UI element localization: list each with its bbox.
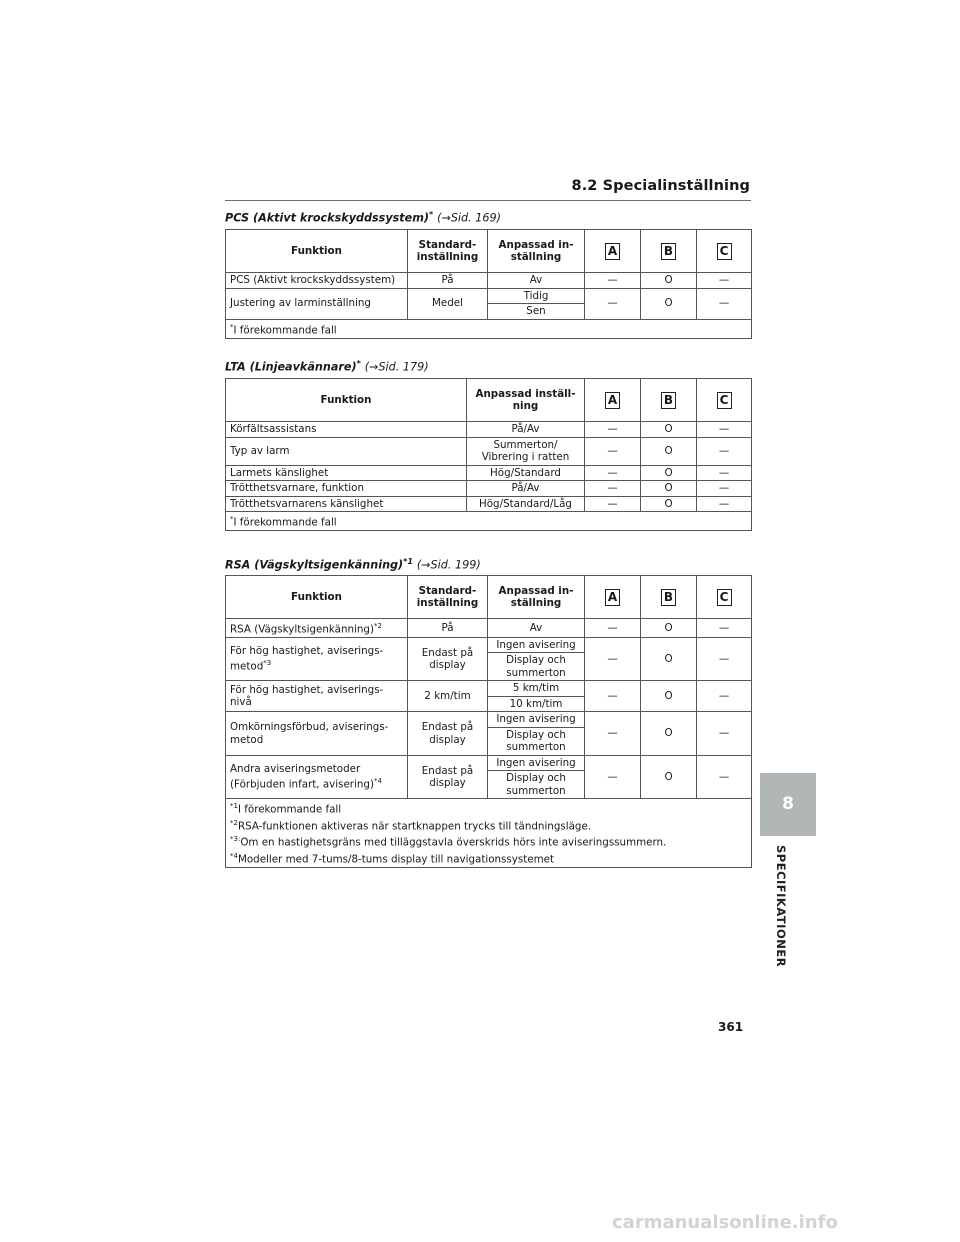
cell-sup: *4 xyxy=(373,777,382,786)
cell-a: — xyxy=(585,273,641,289)
rsa-header-a xyxy=(585,576,641,619)
pcs-page-ref[interactable]: (→Sid. 169) xyxy=(437,211,501,225)
cell-anpassad: 5 km/tim xyxy=(488,681,585,697)
footnote-text: I förekommande fall xyxy=(233,323,337,336)
footnote xyxy=(230,850,747,866)
cell-funktion: För hög hastighet, aviserings-nivå xyxy=(226,681,408,712)
cell-b: O xyxy=(641,681,697,712)
cell-funktion: Trötthetsvarnare, funktion xyxy=(226,481,467,497)
pcs-table xyxy=(225,229,752,339)
cell-a: — xyxy=(585,637,641,681)
lta-title-text: LTA (Linjeavkännare) xyxy=(225,360,357,374)
pcs-header-funktion: Funktion xyxy=(226,230,408,273)
cell-standard: Endast på display xyxy=(408,637,488,681)
cell-funktion-text: För hög hastighet, aviserings-metod xyxy=(230,644,384,673)
cell-c: — xyxy=(697,712,752,756)
cell-standard: Medel xyxy=(408,288,488,319)
cell-b: O xyxy=(641,712,697,756)
cell-a: — xyxy=(585,496,641,512)
table-row xyxy=(226,681,752,697)
lta-header-c xyxy=(697,379,752,422)
cell-c: — xyxy=(697,465,752,481)
pcs-title-sup: * xyxy=(429,210,434,219)
cell-c: — xyxy=(697,619,752,638)
rsa-header-b xyxy=(641,576,697,619)
table-row xyxy=(226,288,752,304)
rsa-title xyxy=(225,557,481,572)
pcs-header-a xyxy=(585,230,641,273)
cell-c: — xyxy=(697,637,752,681)
cell-c: — xyxy=(697,755,752,799)
cell-standard: Endast på display xyxy=(408,712,488,756)
cell-funktion: Typ av larm xyxy=(226,437,467,465)
cell-funktion: PCS (Aktivt krockskyddssystem) xyxy=(226,273,408,289)
letter-c-icon: C xyxy=(717,392,732,409)
footnote xyxy=(230,817,747,833)
table-row xyxy=(226,712,752,728)
cell-funktion xyxy=(226,755,408,799)
footnote-sup: *1 xyxy=(230,802,238,811)
pcs-title xyxy=(225,210,501,225)
pcs-footnote xyxy=(226,319,752,338)
cell-b: O xyxy=(641,422,697,438)
lta-header-b xyxy=(641,379,697,422)
lta-table xyxy=(225,378,752,531)
cell-a: — xyxy=(585,422,641,438)
footnote-text: I förekommande fall xyxy=(237,803,342,816)
footnote xyxy=(230,800,747,816)
rsa-title-text: RSA (Vägskyltsigenkänning) xyxy=(225,558,404,572)
rsa-header-standard: Standard-inställning xyxy=(408,576,488,619)
pcs-header-anpassad: Anpassad in-ställning xyxy=(488,230,585,273)
cell-funktion xyxy=(226,619,408,638)
cell-anpassad: Display och summerton xyxy=(488,771,585,799)
rsa-header-funktion: Funktion xyxy=(226,576,408,619)
letter-c-icon: C xyxy=(717,243,732,260)
lta-page-ref[interactable]: (→Sid. 179) xyxy=(364,360,429,374)
cell-b: O xyxy=(641,619,697,638)
rsa-header-c xyxy=(697,576,752,619)
letter-a-icon: A xyxy=(605,243,620,260)
table-row xyxy=(226,465,752,481)
cell-anpassad: Summerton/ Vibrering i ratten xyxy=(467,437,585,465)
cell-standard: På xyxy=(408,619,488,638)
lta-footnote xyxy=(226,512,752,531)
rsa-title-sup: *1 xyxy=(403,557,413,566)
rsa-page-ref[interactable]: (→Sid. 199) xyxy=(416,558,481,572)
cell-b: O xyxy=(641,273,697,289)
cell-b: O xyxy=(641,481,697,497)
pcs-header-standard: Standard-inställning xyxy=(408,230,488,273)
cell-anpassad: Av xyxy=(488,273,585,289)
lta-header-anpassad: Anpassad inställ-ning xyxy=(467,379,585,422)
cell-funktion-text: Andra aviseringsmetoder (Förbjuden infart, avisering) xyxy=(230,762,374,791)
letter-a-icon: A xyxy=(605,392,620,409)
pcs-header-c xyxy=(697,230,752,273)
cell-anpassad: 10 km/tim xyxy=(488,696,585,712)
footnote-text: RSA-funktionen aktiveras när startknappen trycks till tändningsläge. xyxy=(237,820,592,833)
cell-funktion: Omkörningsförbud, aviserings-metod xyxy=(226,712,408,756)
table-row xyxy=(226,637,752,653)
rsa-footnotes xyxy=(226,799,752,868)
cell-b: O xyxy=(641,288,697,319)
cell-sup: *3 xyxy=(263,659,272,668)
lta-title-sup: * xyxy=(356,359,361,368)
cell-c: — xyxy=(697,496,752,512)
cell-c: — xyxy=(697,273,752,289)
chapter-tab[interactable]: 8 xyxy=(760,773,816,836)
cell-funktion: Körfältsassistans xyxy=(226,422,467,438)
letter-b-icon: B xyxy=(661,392,676,409)
table-row xyxy=(226,437,752,465)
footnote-row xyxy=(226,319,752,338)
cell-anpassad: Ingen avisering xyxy=(488,755,585,771)
cell-anpassad: På/Av xyxy=(467,481,585,497)
footnote-sup: *3: xyxy=(230,835,241,844)
cell-c: — xyxy=(697,422,752,438)
chapter-label: SPECIFIKATIONER xyxy=(774,845,788,968)
table-row xyxy=(226,755,752,771)
footnote-sup: * xyxy=(230,515,234,523)
table-row xyxy=(226,273,752,289)
cell-funktion: Trötthetsvarnarens känslighet xyxy=(226,496,467,512)
cell-a: — xyxy=(585,755,641,799)
letter-b-icon: B xyxy=(661,589,676,606)
cell-anpassad: Hög/Standard xyxy=(467,465,585,481)
cell-anpassad: Hög/Standard/Låg xyxy=(467,496,585,512)
cell-funktion-text: RSA (Vägskyltsigenkänning) xyxy=(230,623,374,636)
footnote-sup: *2 xyxy=(230,818,238,827)
rsa-header-anpassad: Anpassad in-ställning xyxy=(488,576,585,619)
table-row xyxy=(226,481,752,497)
cell-sup: *2 xyxy=(373,622,382,630)
cell-anpassad: Tidig xyxy=(488,288,585,304)
rsa-table xyxy=(225,575,752,868)
cell-anpassad: Ingen avisering xyxy=(488,712,585,728)
footnote-text: Modeller med 7-tums/8-tums display till navigationssystemet xyxy=(237,853,555,866)
cell-a: — xyxy=(585,619,641,638)
footnote-row xyxy=(226,799,752,868)
cell-c: — xyxy=(697,681,752,712)
footnote-text: Om en hastighetsgräns med tilläggstavla överskrids hörs inte aviseringssummern. xyxy=(240,836,667,849)
pcs-header-b xyxy=(641,230,697,273)
pcs-title-text: PCS (Aktivt krockskyddssystem) xyxy=(225,211,429,225)
letter-a-icon: A xyxy=(605,589,620,606)
footnote-row xyxy=(226,512,752,531)
cell-anpassad: Av xyxy=(488,619,585,638)
section-heading: 8.2 Specialinställning xyxy=(571,178,750,194)
cell-funktion: Justering av larminställning xyxy=(226,288,408,319)
cell-anpassad: Ingen avisering xyxy=(488,637,585,653)
header-divider xyxy=(225,200,751,201)
cell-c: — xyxy=(697,288,752,319)
cell-c: — xyxy=(697,481,752,497)
lta-header-a xyxy=(585,379,641,422)
footnote-text: I förekommande fall xyxy=(233,516,337,529)
cell-b: O xyxy=(641,465,697,481)
table-row xyxy=(226,619,752,638)
cell-anpassad: Display och summerton xyxy=(488,727,585,755)
cell-funktion: Larmets känslighet xyxy=(226,465,467,481)
letter-b-icon: B xyxy=(661,243,676,260)
cell-b: O xyxy=(641,755,697,799)
cell-c: — xyxy=(697,437,752,465)
footnote-sup: *4 xyxy=(230,851,238,860)
cell-b: O xyxy=(641,496,697,512)
footnote xyxy=(230,833,747,849)
cell-funktion xyxy=(226,637,408,681)
cell-standard: 2 km/tim xyxy=(408,681,488,712)
cell-b: O xyxy=(641,437,697,465)
table-row xyxy=(226,422,752,438)
cell-standard: På xyxy=(408,273,488,289)
letter-c-icon: C xyxy=(717,589,732,606)
cell-a: — xyxy=(585,681,641,712)
cell-anpassad: Sen xyxy=(488,304,585,320)
watermark: carmanualsonline.info xyxy=(612,1212,838,1233)
table-row xyxy=(226,496,752,512)
cell-a: — xyxy=(585,288,641,319)
cell-a: — xyxy=(585,437,641,465)
cell-a: — xyxy=(585,465,641,481)
lta-header-funktion: Funktion xyxy=(226,379,467,422)
page-number: 361 xyxy=(718,1020,744,1034)
cell-anpassad: Display och summerton xyxy=(488,653,585,681)
cell-standard: Endast på display xyxy=(408,755,488,799)
lta-title xyxy=(225,359,429,374)
cell-a: — xyxy=(585,481,641,497)
footnote-sup: * xyxy=(230,322,234,331)
cell-a: — xyxy=(585,712,641,756)
cell-b: O xyxy=(641,637,697,681)
cell-anpassad: På/Av xyxy=(467,422,585,438)
